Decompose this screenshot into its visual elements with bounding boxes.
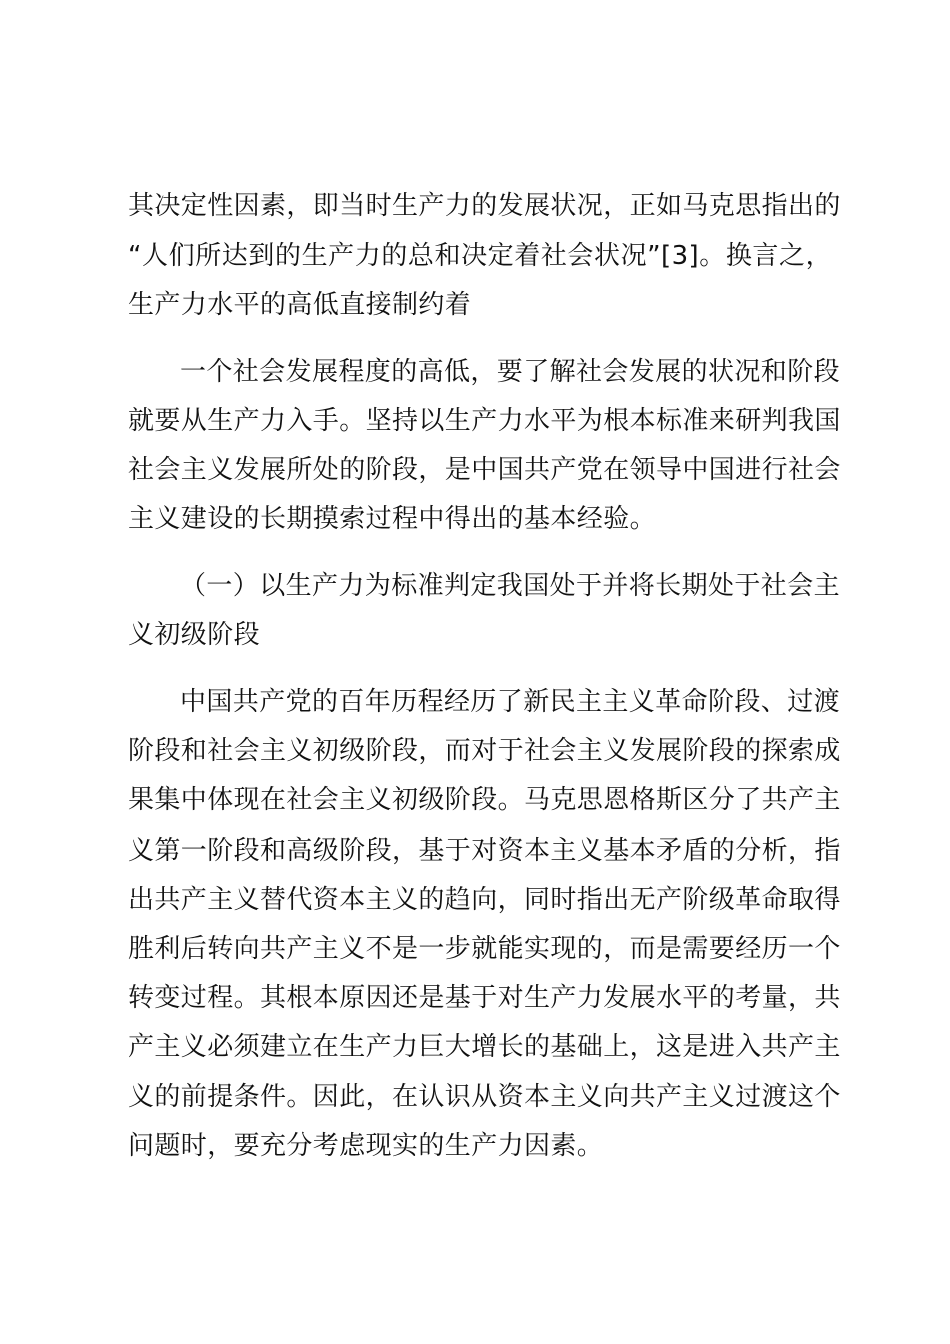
text-line: 就要从生产力入手。坚持以生产力水平为根本标准来研判我国 bbox=[128, 406, 841, 436]
text-line: 中国共产党的百年历程经历了新民主主义革命阶段、过渡 bbox=[180, 687, 841, 717]
text-line: 阶段和社会主义初级阶段，而对于社会主义发展阶段的探索成 bbox=[128, 736, 841, 766]
text-line: 胜利后转向共产主义不是一步就能实现的，而是需要经历一个 bbox=[128, 934, 841, 964]
text-line: “人们所达到的生产力的总和决定着社会状况”[3]。换言之， bbox=[128, 241, 832, 271]
text-line: 产主义必须建立在生产力巨大增长的基础上，这是进入共产主 bbox=[128, 1032, 841, 1062]
section-heading-line: （一）以生产力为标准判定我国处于并将长期处于社会主 bbox=[180, 571, 841, 601]
text-line: 转变过程。其根本原因还是基于对生产力发展水平的考量，共 bbox=[128, 983, 841, 1013]
text-line: 一个社会发展程度的高低，要了解社会发展的状况和阶段 bbox=[180, 357, 841, 387]
text-line: 义第一阶段和高级阶段，基于对资本主义基本矛盾的分析，指 bbox=[128, 836, 841, 866]
text-line: 生产力水平的高低直接制约着 bbox=[128, 290, 472, 320]
text-line: 主义建设的长期摸索过程中得出的基本经验。 bbox=[128, 504, 657, 534]
text-line: 出共产主义替代资本主义的趋向，同时指出无产阶级革命取得 bbox=[128, 885, 841, 915]
text-line: 社会主义发展所处的阶段，是中国共产党在领导中国进行社会 bbox=[128, 455, 841, 485]
text-line: 其决定性因素，即当时生产力的发展状况，正如马克思指出的 bbox=[128, 191, 841, 221]
text-line: 果集中体现在社会主义初级阶段。马克思恩格斯区分了共产主 bbox=[128, 785, 841, 815]
text-line: 问题时，要充分考虑现实的生产力因素。 bbox=[128, 1131, 604, 1161]
section-heading-line: 义初级阶段 bbox=[128, 620, 261, 650]
text-line: 义的前提条件。因此，在认识从资本主义向共产主义过渡这个 bbox=[128, 1082, 841, 1112]
